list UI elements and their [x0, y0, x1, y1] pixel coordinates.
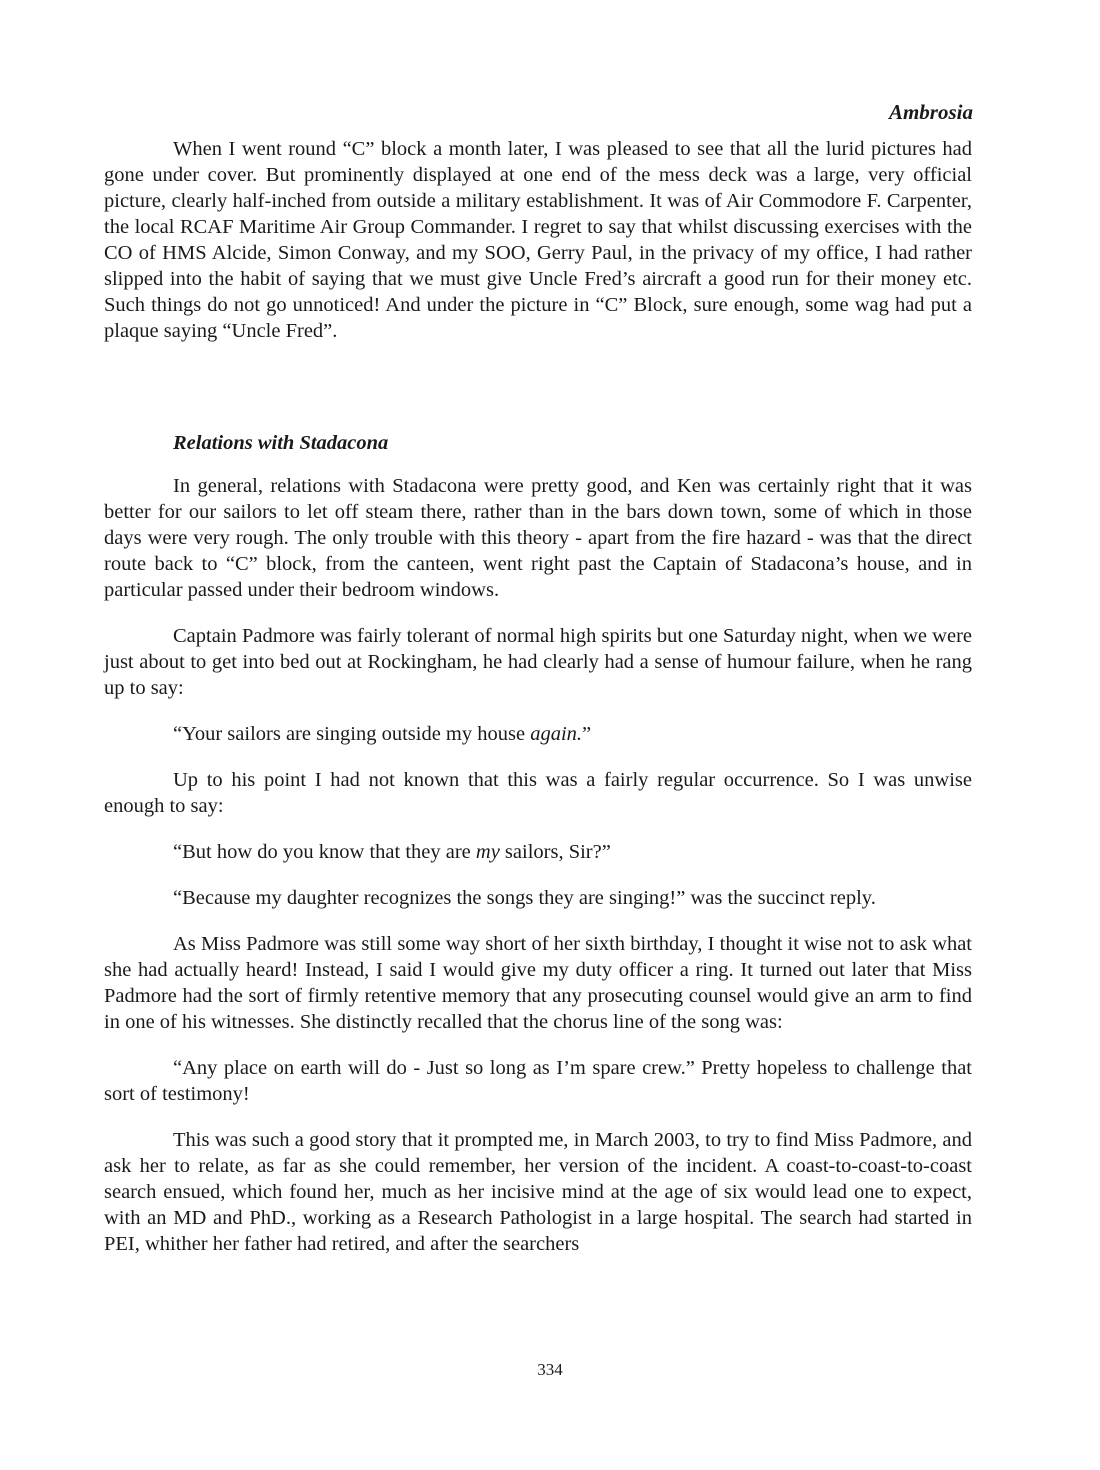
paragraph-captain-padmore: Captain Padmore was fairly tolerant of normal high spirits but one Saturday night, when we were just about to get into bed out at Rockingham, he had clearly had a sense of humour failure, when he rang up to say:: [104, 625, 972, 699]
section-heading: Relations with Stadacona: [173, 432, 389, 454]
quote-text: sailors, Sir?”: [499, 841, 611, 863]
quote-sailors-singing: [104, 721, 972, 747]
quote-my-sailors: [104, 839, 972, 865]
quote-emphasis: my: [475, 841, 500, 863]
paragraph-uncle-fred: When I went round “C” block a month later, I was pleased to see that all the lurid pictures had gone under cover. But prominently displayed at one end of the mess deck was a large, very official picture, clearly half-inched from outside a military establishment. It was of Air Commodore F. Carpenter, the local RCAF Maritime Air Group Commander. I regret to say that whilst discussing exercises with the CO of HMS Alcide, Simon Conway, and my SOO, Gerry Paul, in the privacy of my office, I had rather slipped into the habit of saying that we must give Uncle Fred’s aircraft a good run for their money etc. Such things do not go unnoticed! And under the picture in “C” Block, sure enough, some wag had put a plaque saying “Uncle Fred”.: [104, 138, 972, 342]
quote-emphasis: again.: [530, 723, 583, 745]
quote-text: “But how do you know that they are: [173, 841, 476, 863]
running-head: Ambrosia: [888, 100, 973, 124]
paragraph-relations: In general, relations with Stadacona were pretty good, and Ken was certainly right that it was better for our sailors to let off steam there, rather than in the bars down town, some of which in those days were very rough. The only trouble with this theory - apart from the fire hazard - was that the direct route back to “C” block, from the canteen, went right past the Captain of Stadacona’s house, and in particular passed under their bedroom windows.: [104, 475, 972, 601]
paragraph-miss-padmore: As Miss Padmore was still some way short of her sixth birthday, I thought it wise not to ask what she had actually heard! Instead, I said I would give my duty officer a ring. It turned out later that Miss Padmore had the sort of firmly retentive memory that any prosecuting counsel would give an arm to find in one of his witnesses. She distinctly recalled that the chorus line of the song was:: [104, 933, 972, 1033]
paragraph-chorus-line: “Any place on earth will do - Just so long as I’m spare crew.” Pretty hopeless to challenge that sort of testimony!: [104, 1057, 972, 1105]
quote-text: ”: [582, 723, 592, 745]
body-text: [104, 136, 972, 1257]
quote-daughter: “Because my daughter recognizes the songs they are singing!” was the succinct reply.: [173, 887, 876, 909]
paragraph-unwise: Up to his point I had not known that this was a fairly regular occurrence. So I was unwise enough to say:: [104, 769, 972, 817]
paragraph-search: This was such a good story that it prompted me, in March 2003, to try to find Miss Padmore, and ask her to relate, as far as she could remember, her version of the incident. A coast-to-coast-to-coast search ensued, which found her, much as her incisive mind at the age of six would lead one to expect, with an MD and PhD., working as a Research Pathologist in a large hospital. The search had started in PEI, whither her father had retired, and after the searchers: [104, 1129, 972, 1255]
quote-text: “Your sailors are singing outside my house: [173, 723, 531, 745]
page-number: 334: [537, 1360, 563, 1379]
